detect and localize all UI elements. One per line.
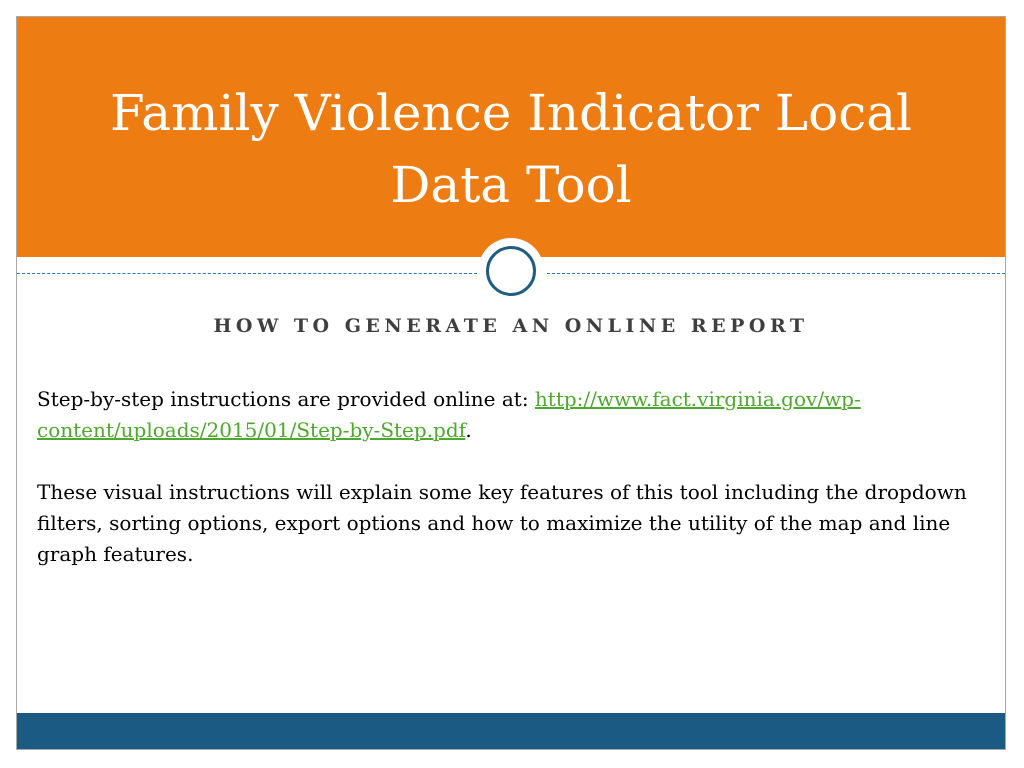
body-text	[37, 384, 987, 570]
slide	[16, 16, 1006, 750]
instructions-end: .	[465, 418, 472, 442]
instructions-intro: Step-by-step instructions are provided online at:	[37, 387, 535, 411]
title-line-1: Family Violence Indicator Local	[109, 84, 913, 142]
features-paragraph: These visual instructions will explain some key features of this tool including the dropdown filters, sorting options, export options and how to maximize the utility of the map and line graph features.	[37, 480, 967, 566]
step-by-step-link[interactable]: http://www.fact.virginia.gov/wp-content/uploads/2015/01/Step-by-Step.pdf	[37, 387, 861, 442]
divider-left	[17, 273, 477, 274]
instructions-paragraph	[37, 384, 987, 446]
footer-band	[17, 713, 1005, 749]
section-subtitle: HOW TO GENERATE AN ONLINE REPORT	[213, 315, 809, 337]
header-band	[17, 17, 1005, 257]
title-line-2: Data Tool	[390, 156, 632, 214]
slide-title	[57, 77, 965, 221]
divider-ring-icon	[486, 246, 536, 296]
divider-right	[547, 273, 1005, 274]
